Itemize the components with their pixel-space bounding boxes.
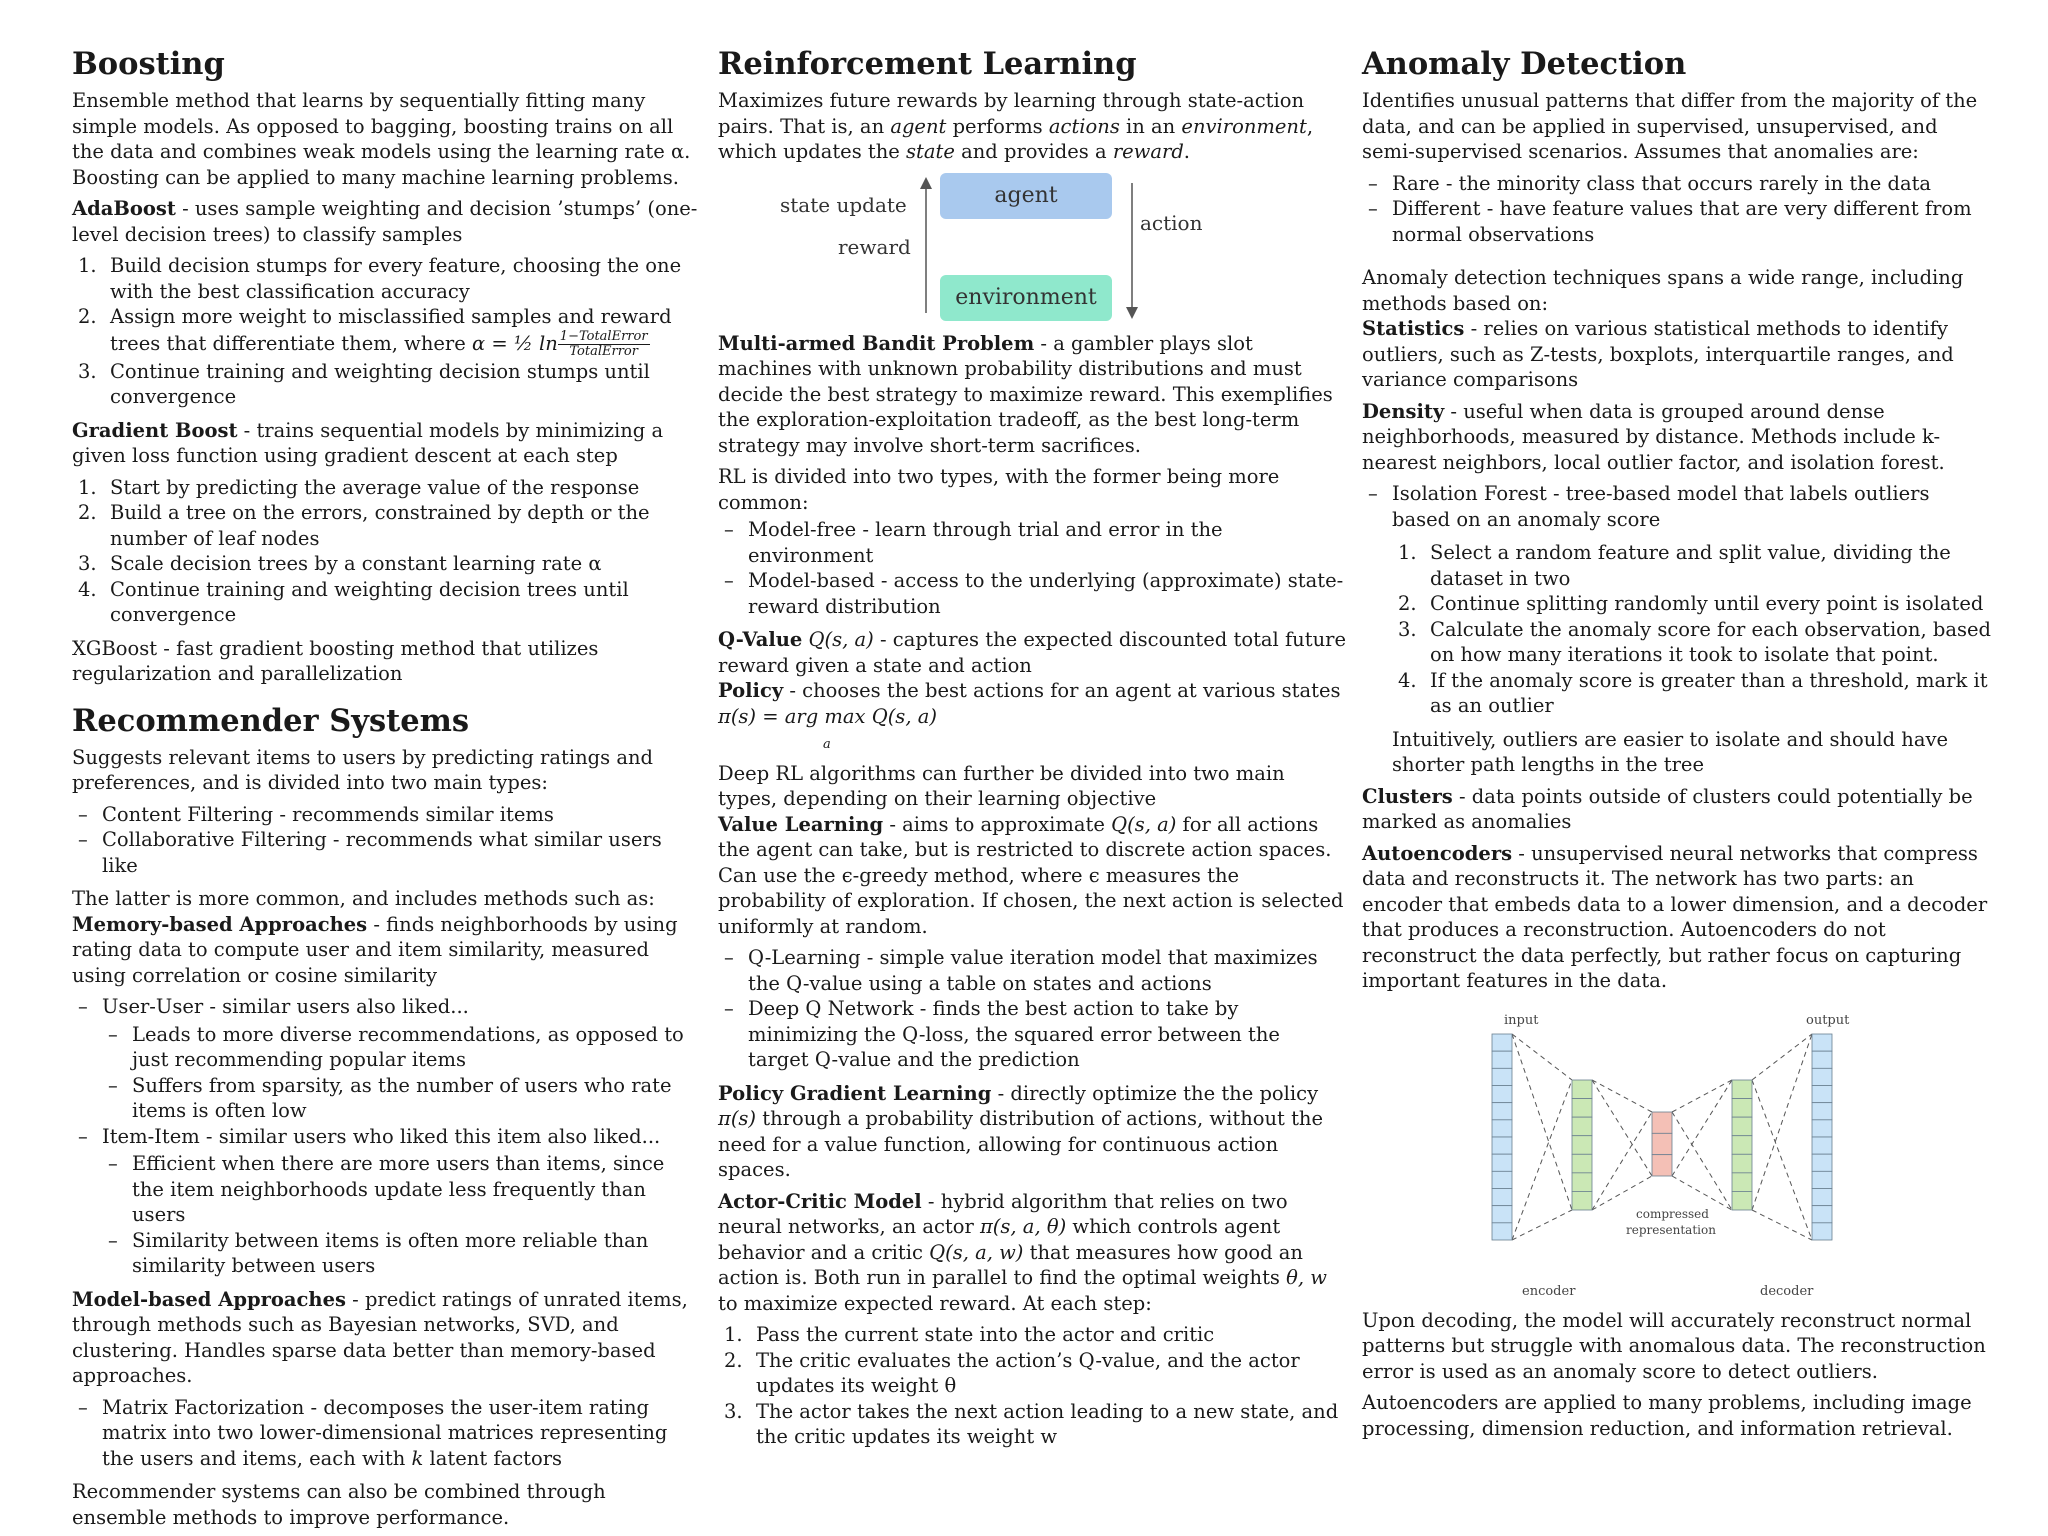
list-item: – Deep Q Network - finds the best action to take by minimizing the Q-loss, the squared error between the target Q-value and the prediction (724, 997, 1280, 1071)
gradient-paragraph (72, 418, 702, 469)
value-term: Value Learning (718, 812, 884, 836)
ensemble-paragraph: Recommender systems can also be combined through ensemble methods to improve performance. (72, 1480, 606, 1529)
alpha-formula: α = ½ ln (471, 331, 558, 355)
policy-gradient-paragraph: Policy Gradient Learning - directly optimize the the policy π(s) through a probability distribution of actions, without the need for a value function, allowing for continuous action spaces. (718, 1081, 1324, 1181)
encoder-layer (1572, 1080, 1592, 1210)
list-item: – Leads to more diverse recommendations, as opposed to just recommending popular items (108, 1022, 684, 1071)
compressed-label-2: representation (1626, 1222, 1716, 1237)
anomaly-intro: Identifies unusual patterns that differ from the majority of the data, and can be applied in supervised, unsupervised, and semi-supervised scenarios. Assumes that anomalies are: (1362, 89, 1978, 163)
rl-title: Reinforcement Learning (718, 46, 1137, 82)
reward-label: reward (838, 234, 911, 259)
action-label: action (1140, 210, 1203, 235)
list-item: 1. Start by predicting the average value of the response (78, 475, 640, 499)
list-item: – Suffers from sparsity, as the number of users who rate items is often low (108, 1073, 672, 1122)
statistics-paragraph: Statistics - relies on various statistical methods to identify outliers, such as Z-tests, boxplots, interquartile ranges, and variance comparisons (1362, 317, 1954, 391)
gradient-desc: - trains sequential models by minimizing a given loss function using gradient descent at each step (72, 418, 664, 467)
list-item: 1. Select a random feature and split value, dividing the dataset in two (1398, 541, 1951, 590)
adaboost-paragraph (72, 196, 702, 247)
list-item: 3. Calculate the anomaly score for each observation, based on how many iterations it took to isolate that point. (1398, 617, 1992, 666)
autoencoder-term: Autoencoders (1362, 841, 1513, 865)
density-paragraph: Density - useful when data is grouped around dense neighborhoods, measured by distance. Methods include k-nearest neighbors, local outlier factor, and isolation forest. (1362, 399, 1945, 474)
density-term: Density (1362, 399, 1445, 423)
density-list (1362, 481, 1992, 532)
policy-formula: π(s) = arg max Q(s, a) (718, 704, 937, 728)
list-item: 3. Scale decision trees by a constant learning rate α (78, 552, 602, 575)
state-update-label: state update (780, 192, 907, 217)
anomaly-assumptions (1362, 171, 1992, 248)
list-item: 3. The actor takes the next action leading to a new state, and the critic updates its weight w (724, 1399, 1339, 1448)
actor-critic-paragraph: Actor-Critic Model - hybrid algorithm that relies on two neural networks, an actor π(s, a, θ) which controls agent behavior and a critic Q(s, a, w) that measures how good an action is. Both run in parallel to find the optimal weights θ, w to maximize expected reward. At each step: (718, 1189, 1327, 1315)
statistics-term: Statistics (1362, 317, 1465, 340)
item-item-sublist (102, 1151, 702, 1279)
environment-box: environment (940, 275, 1112, 321)
column-middle (718, 46, 1346, 1458)
list-item: 1. Build decision stumps for every feature, choosing the one with the best classification accuracy (78, 254, 682, 303)
pg-term: Policy Gradient Learning (718, 1081, 992, 1105)
adaboost-desc: - uses sample weighting and decision ’stumps’ (one-level decision trees) to classify samples (72, 197, 698, 246)
memory-list (72, 994, 702, 1279)
encoder-label: encoder (1522, 1283, 1576, 1298)
list-item: 4. Continue training and weighting decision trees until convergence (78, 577, 629, 626)
memory-paragraph: Memory-based Approaches - finds neighborhoods by using rating data to compute user and item similarity, measured using correlation or cosine similarity (72, 912, 678, 987)
list-item: – Q-Learning - simple value iteration model that maximizes the Q-value using a table on states and actions (724, 946, 1318, 995)
decoding-paragraph: Upon decoding, the model will accurately reconstruct normal patterns but struggle with anomalous data. The reconstruction error is used as an anomaly score to detect outliers. (1362, 1308, 1986, 1383)
rl-types-intro: RL is divided into two types, with the former being more common: (718, 465, 1280, 514)
deep-rl-intro: Deep RL algorithms can further be divided into two main types, depending on their learning objective (718, 761, 1285, 810)
autoencoder-diagram (1362, 1008, 1992, 1298)
recommender-intro: Suggests relevant items to users by predicting ratings and preferences, and is divided into two main types: (72, 745, 653, 794)
policy-term: Policy (718, 679, 784, 702)
recommender-types (72, 802, 702, 879)
boosting-section (72, 46, 702, 687)
qvalue-term: Q-Value (718, 628, 803, 651)
list-item: – Model-free - learn through trial and error in the environment (724, 518, 1223, 567)
rl-loop-diagram (718, 171, 1346, 321)
list-item: – Item-Item - similar users who liked this item also liked... – Efficient when there are more users than items, since the item neighborhoods update less frequently than users – Similarity between items is often more reliable than similarity between users (72, 1124, 702, 1279)
list-item: – Isolation Forest - tree-based model that labels outliers based on an anomaly score (1368, 482, 1930, 531)
boosting-intro: Ensemble method that learns by sequentially fitting many simple models. As opposed to bagging, boosting trains on all the data and combines weak models using the learning rate α. Boosting can be applied to many machine learning problems. (72, 89, 691, 189)
rl-intro: Maximizes future rewards by learning through state-action pairs. That is, an agent performs actions in an environment, which updates the state and provides a reward. (718, 89, 1314, 163)
list-item: – Different - have feature values that are very different from normal observations (1368, 197, 1972, 246)
compressed-label-1: compressed (1636, 1206, 1709, 1221)
policy-paragraph: Policy - chooses the best actions for an agent at various states π(s) = arg max Q(s, a) a (718, 679, 1341, 752)
list-item: – Rare - the minority class that occurs rarely in the data (1368, 171, 1932, 195)
autoencoder-paragraph: Autoencoders - unsupervised neural networks that compress data and reconstructs it. The network has two parts: an encoder that embeds data to a lower dimension, and a decoder that produces a reconstruction. Autoencoders do not reconstruct the data perfectly, but rather focus on capturing important features in the data. (1362, 841, 1988, 992)
list-item: – User-User - similar users also liked... – Leads to more diverse recommendations, as opposed to just recommending popular items – Suffers from sparsity, as the number of users who rate items is often low (72, 994, 702, 1124)
isolation-forest-steps (1362, 540, 1992, 719)
autoencoder-network (1362, 1008, 1992, 1298)
anomaly-title: Anomaly Detection (1362, 46, 1687, 82)
list-item: – Efficient when there are more users than items, since the item neighborhoods update less frequently than users (108, 1152, 665, 1226)
recommender-section (72, 703, 702, 1531)
bandit-term: Multi-armed Bandit Problem (718, 331, 1035, 355)
list-item: 2. The critic evaluates the action’s Q-value, and the actor updates its weight θ (724, 1348, 1300, 1397)
recommender-title: Recommender Systems (72, 702, 470, 739)
clusters-term: Clusters (1362, 784, 1453, 808)
code-layer (1652, 1112, 1672, 1176)
techniques-text: Anomaly detection techniques spans a wide range, including methods based on: (1362, 266, 1964, 315)
intuition-text: Intuitively, outliers are easier to isolate and should have shorter path lengths in the tree (1392, 727, 1948, 776)
list-item: – Similarity between items is often more reliable than similarity between users (108, 1228, 649, 1277)
memory-term: Memory-based Approaches (72, 912, 368, 936)
xgboost-paragraph: XGBoost - fast gradient boosting method that utilizes regularization and parallelization (72, 636, 599, 685)
list-item: 3. Continue training and weighting decision stumps until convergence (78, 359, 650, 408)
bandit-paragraph: Multi-armed Bandit Problem - a gambler plays slot machines with unknown probability distributions and must decide the best strategy to maximize reward. This exemplifies the exploration-exploitation tradeoff, as the best long-term strategy may involve short-term sacrifices. (718, 331, 1333, 457)
list-item: – Matrix Factorization - decomposes the user-item rating matrix into two lower-dimensional matrices representing the users and items, each with k latent factors (78, 1395, 668, 1470)
input-label: input (1504, 1012, 1539, 1028)
model-term: Model-based Approaches (72, 1287, 346, 1311)
list-item: 2. Assign more weight to misclassified samples and reward trees that differentiate them, where α = ½ ln $\frac{\text{1−TotalError}}{\text{TotalError}}$ (78, 305, 672, 359)
list-item: – Content Filtering - recommends similar items (78, 802, 554, 826)
input-layer (1492, 1034, 1512, 1240)
clusters-paragraph: Clusters - data points outside of clusters could potentially be marked as anomalies (1362, 784, 1973, 833)
gradient-term: Gradient Boost (72, 418, 238, 442)
list-item: 2. Continue splitting randomly until every point is isolated (1398, 592, 1984, 615)
anomaly-section (1362, 46, 1992, 1441)
column-right (1362, 46, 1992, 1447)
output-label: output (1806, 1012, 1850, 1028)
value-learning-list (718, 945, 1346, 1073)
user-user-sublist (102, 1022, 702, 1124)
boosting-title: Boosting (72, 46, 225, 82)
rl-types (718, 517, 1346, 619)
model-list (72, 1395, 702, 1472)
decoder-label: decoder (1760, 1283, 1814, 1298)
adaboost-steps (72, 253, 702, 410)
alpha-fraction: $\frac{\text{1−TotalError}}{\text{TotalError}}$ (559, 328, 648, 359)
qvalue-paragraph: Q-Value Q(s, a) - captures the expected discounted total future reward given a state and action (718, 628, 1346, 677)
agent-box: agent (940, 173, 1112, 219)
model-paragraph: Model-based Approaches - predict ratings of unrated items, through methods such as Bayesian networks, SVD, and clustering. Handles sparse data better than memory-based approaches. (72, 1287, 688, 1387)
list-item: 2. Build a tree on the errors, constrained by depth or the number of leaf nodes (78, 501, 650, 550)
list-item: – Model-based - access to the underlying (approximate) state-reward distribution (724, 569, 1344, 618)
latter-text: The latter is more common, and includes methods such as: (72, 887, 655, 910)
adaboost-term: AdaBoost (72, 197, 176, 220)
value-learning-paragraph: Value Learning - aims to approximate Q(s, a) for all actions the agent can take, but is restricted to discrete action spaces. Can use the ϵ-greedy method, where ϵ measures the probability of exploration. If chosen, the next action is selected uniformly at random. (718, 812, 1344, 938)
list-item: 1. Pass the current state into the actor and critic (724, 1323, 1215, 1346)
ac-term: Actor-Critic Model (718, 1189, 922, 1213)
actor-critic-steps (718, 1322, 1346, 1450)
list-item: 4. If the anomaly score is greater than a threshold, mark it as an outlier (1398, 668, 1988, 717)
output-layer (1812, 1034, 1832, 1240)
rl-section (718, 46, 1346, 1450)
gradient-steps (72, 475, 702, 628)
list-item: – Collaborative Filtering - recommends what similar users like (78, 828, 662, 877)
column-left (72, 46, 702, 1536)
applications-paragraph: Autoencoders are applied to many problems, including image processing, dimension reduction, and information retrieval. (1362, 1391, 1972, 1440)
decoder-layer (1732, 1080, 1752, 1210)
